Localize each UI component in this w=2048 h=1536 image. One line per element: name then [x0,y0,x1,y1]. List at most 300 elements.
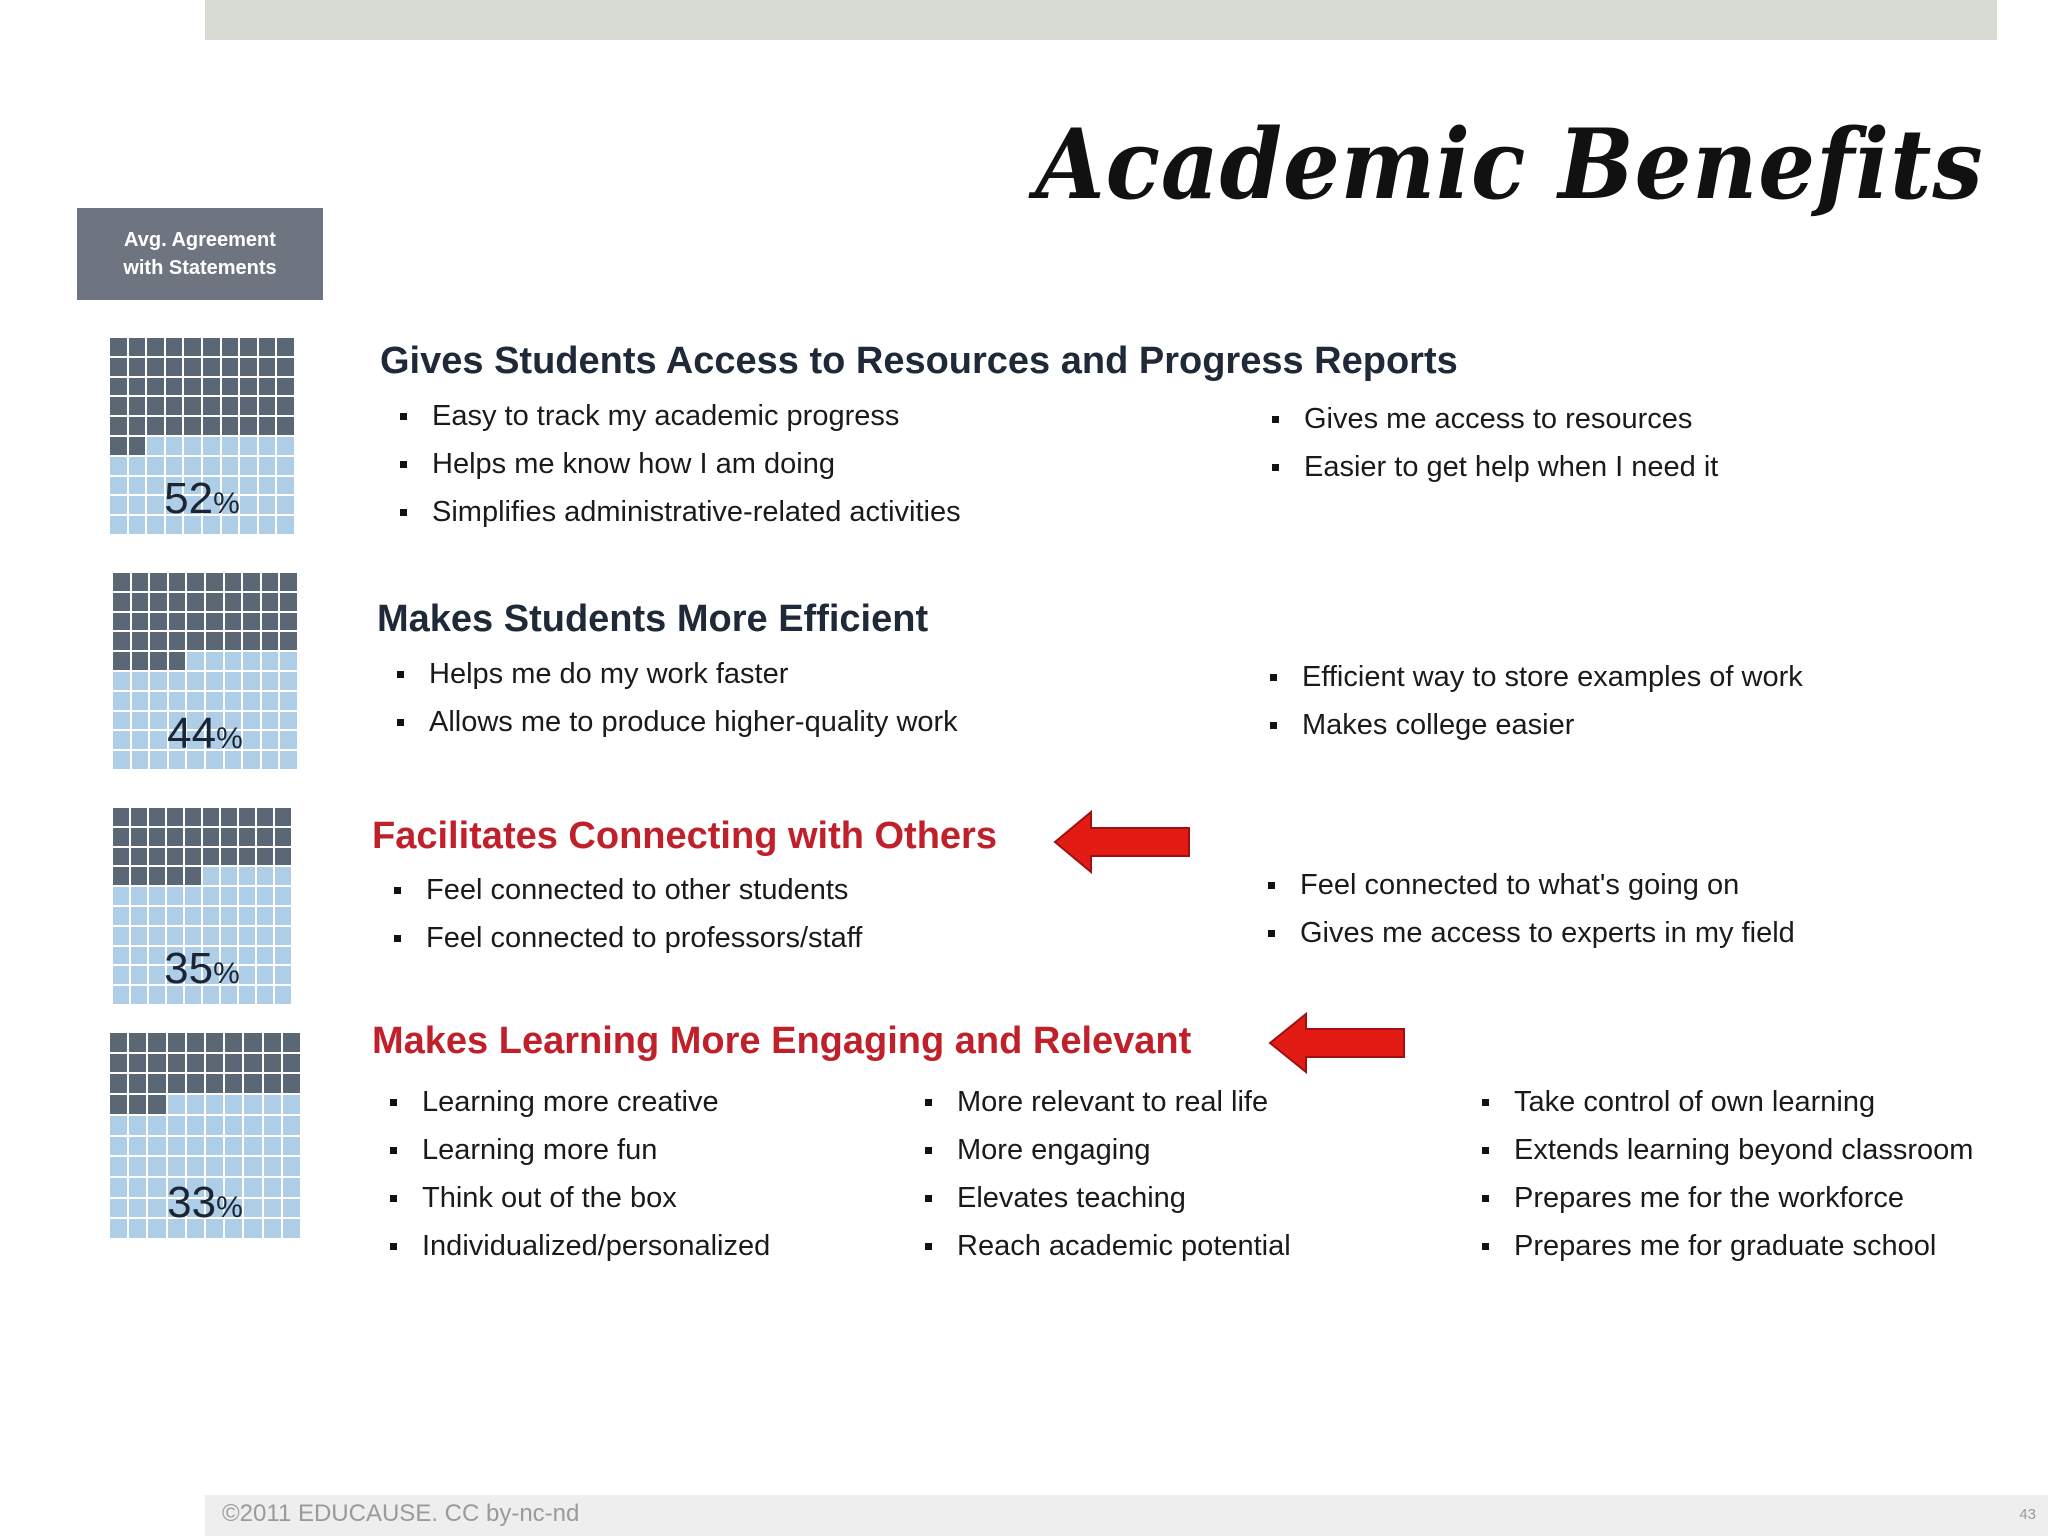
waffle-cell [225,1074,242,1093]
waffle-cell [225,692,242,710]
waffle-cell [225,613,242,631]
list-item: More relevant to real life [915,1078,1291,1126]
waffle-cell [129,1137,146,1156]
waffle-cell [113,907,129,925]
waffle-cell [277,417,294,435]
percent-label [113,709,297,759]
waffle-cell [262,632,279,650]
waffle-cell [184,358,201,376]
waffle-cell [129,358,146,376]
waffle-cell [275,828,291,846]
waffle-cell [264,1157,281,1176]
waffle-cell [240,437,257,455]
waffle-cell [167,848,183,866]
waffle-cell [147,417,164,435]
waffle-cell [168,1137,185,1156]
waffle-cell [166,378,183,396]
waffle-cell [240,417,257,435]
waffle-cell [147,358,164,376]
waffle-cell [132,573,149,591]
waffle-cell [283,1054,300,1073]
waffle-cell [167,828,183,846]
waffle-cell [259,437,276,455]
waffle-cell [187,692,204,710]
list-item: Simplifies administrative-related activities [390,488,961,536]
waffle-cell [166,338,183,356]
section-heading-engaging: Makes Learning More Engaging and Relevant [372,1020,1192,1062]
waffle-cell [131,867,147,885]
waffle-cell [203,358,220,376]
waffle-cell [147,457,164,475]
waffle-cell [148,1095,165,1114]
waffle-cell [283,1116,300,1135]
waffle-cell [187,613,204,631]
waffle-cell [257,828,273,846]
waffle-cell [206,632,223,650]
waffle-cell [277,437,294,455]
waffle-cell [239,907,255,925]
waffle-cell [110,338,127,356]
waffle-cell [187,1116,204,1135]
waffle-cell [259,457,276,475]
waffle-cell [185,848,201,866]
waffle-cell [243,632,260,650]
waffle-cell [243,593,260,611]
waffle-cell [148,1033,165,1052]
waffle-cell [147,397,164,415]
waffle-cell [129,1054,146,1073]
waffle-cell [187,1074,204,1093]
waffle-cell [113,672,130,690]
waffle-cell [225,632,242,650]
waffle-cell [110,1074,127,1093]
waffle-cell [132,613,149,631]
waffle-cell [149,848,165,866]
waffle-cell [150,613,167,631]
waffle-cell [169,692,186,710]
waffle-cell [203,867,219,885]
section-heading-efficient: Makes Students More Efficient [377,598,929,640]
waffle-cell [259,397,276,415]
waffle-cell [275,887,291,905]
waffle-cell [206,573,223,591]
section-heading-connecting: Facilitates Connecting with Others [372,815,997,857]
percent-number: 33 [167,1178,217,1227]
list-item: Take control of own learning [1472,1078,1973,1126]
waffle-cell [129,397,146,415]
waffle-cell [132,632,149,650]
waffle-cell [225,672,242,690]
waffle-cell [131,848,147,866]
waffle-cell [280,613,297,631]
waffle-cell [203,397,220,415]
waffle-cell [277,397,294,415]
waffle-cell [147,378,164,396]
waffle-cell [113,808,129,826]
list-item: Feel connected to other students [384,866,862,914]
percent-symbol: % [213,487,240,520]
waffle-cell [113,652,130,670]
waffle-cell [203,457,220,475]
waffle-cell [150,573,167,591]
waffle-cell [257,927,273,945]
waffle-cell [225,1054,242,1073]
list-item: Feel connected to professors/staff [384,914,862,962]
waffle-cell [169,672,186,690]
waffle-cell [110,358,127,376]
waffle-cell [147,338,164,356]
waffle-chart-engaging [110,1033,300,1238]
waffle-cell [166,457,183,475]
waffle-cell [131,828,147,846]
waffle-cell [203,338,220,356]
waffle-cell [283,1137,300,1156]
waffle-cell [110,1054,127,1073]
list-item: Prepares me for graduate school [1472,1222,1973,1270]
waffle-cell [239,808,255,826]
waffle-cell [113,632,130,650]
waffle-cell [168,1074,185,1093]
percent-label [110,474,294,524]
waffle-cell [280,593,297,611]
waffle-cell [206,1116,223,1135]
waffle-chart-access [110,338,294,534]
waffle-cell [222,457,239,475]
list-item: More engaging [915,1126,1291,1174]
waffle-cell [131,907,147,925]
bullet-list [1260,653,1803,749]
waffle-cell [150,652,167,670]
waffle-cell [129,1157,146,1176]
waffle-cell [187,573,204,591]
waffle-cell [206,593,223,611]
waffle-cell [275,808,291,826]
waffle-cell [169,593,186,611]
waffle-cell [184,417,201,435]
waffle-cell [169,573,186,591]
list-item: Elevates teaching [915,1174,1291,1222]
waffle-cell [206,1033,223,1052]
waffle-cell [262,593,279,611]
waffle-cell [131,927,147,945]
waffle-cell [149,867,165,885]
waffle-cell [264,1074,281,1093]
waffle-cell [239,828,255,846]
waffle-cell [264,1033,281,1052]
bullet-list [387,650,958,746]
waffle-cell [206,652,223,670]
waffle-cell [168,1033,185,1052]
waffle-cell [221,808,237,826]
percent-label [110,1178,300,1228]
waffle-cell [113,867,129,885]
waffle-cell [244,1157,261,1176]
waffle-cell [222,358,239,376]
percent-symbol: % [216,722,243,755]
waffle-cell [257,848,273,866]
waffle-cell [149,927,165,945]
waffle-cell [184,457,201,475]
list-item: Feel connected to what's going on [1258,861,1795,909]
waffle-cell [187,1137,204,1156]
waffle-cell [110,1116,127,1135]
red-arrow-icon [1268,1010,1406,1076]
bullet-list [1262,395,1718,491]
waffle-cell [187,632,204,650]
list-item: Gives me access to resources [1262,395,1718,443]
list-item: Easy to track my academic progress [390,392,961,440]
waffle-cell [167,867,183,885]
list-item: Learning more fun [380,1126,770,1174]
waffle-cell [113,692,130,710]
red-arrow-icon [1053,808,1191,876]
waffle-cell [262,573,279,591]
waffle-cell [225,1137,242,1156]
waffle-cell [262,652,279,670]
waffle-cell [129,338,146,356]
waffle-cell [240,378,257,396]
waffle-cell [225,1157,242,1176]
list-item: Allows me to produce higher-quality work [387,698,958,746]
waffle-cell [167,907,183,925]
list-item: Helps me do my work faster [387,650,958,698]
waffle-cell [225,1033,242,1052]
waffle-cell [283,1095,300,1114]
legend-line-2: with Statements [123,257,277,279]
waffle-cell [257,887,273,905]
waffle-cell [131,887,147,905]
waffle-cell [244,1074,261,1093]
waffle-cell [243,652,260,670]
waffle-cell [244,1095,261,1114]
waffle-cell [168,1095,185,1114]
waffle-cell [222,437,239,455]
waffle-cell [132,672,149,690]
waffle-cell [132,593,149,611]
list-item: Prepares me for the workforce [1472,1174,1973,1222]
waffle-cell [187,672,204,690]
waffle-cell [129,1095,146,1114]
waffle-cell [129,417,146,435]
waffle-cell [262,613,279,631]
waffle-chart-efficient [113,573,297,769]
waffle-cell [184,338,201,356]
waffle-cell [239,867,255,885]
waffle-cell [244,1033,261,1052]
bullet-list [390,392,961,536]
waffle-cell [221,927,237,945]
waffle-cell [110,1033,127,1052]
waffle-cell [184,378,201,396]
waffle-cell [148,1157,165,1176]
waffle-cell [221,887,237,905]
waffle-cell [283,1157,300,1176]
waffle-cell [257,808,273,826]
waffle-cell [203,828,219,846]
waffle-cell [150,632,167,650]
list-item: Extends learning beyond classroom [1472,1126,1973,1174]
waffle-cell [206,1074,223,1093]
waffle-cell [240,457,257,475]
waffle-cell [206,1054,223,1073]
waffle-cell [257,867,273,885]
bullet-list [915,1078,1291,1270]
waffle-cell [113,848,129,866]
waffle-cell [275,907,291,925]
waffle-cell [280,692,297,710]
waffle-cell [149,907,165,925]
waffle-cell [132,692,149,710]
waffle-cell [187,1054,204,1073]
waffle-cell [110,1157,127,1176]
waffle-cell [206,1137,223,1156]
waffle-cell [148,1054,165,1073]
waffle-cell [148,1116,165,1135]
list-item: Easier to get help when I need it [1262,443,1718,491]
waffle-cell [110,1137,127,1156]
waffle-cell [264,1054,281,1073]
list-item: Efficient way to store examples of work [1260,653,1803,701]
waffle-cell [264,1116,281,1135]
waffle-cell [222,417,239,435]
waffle-cell [184,397,201,415]
waffle-chart-connecting [113,808,291,1004]
waffle-cell [187,1095,204,1114]
waffle-cell [243,672,260,690]
waffle-cell [187,593,204,611]
waffle-cell [225,652,242,670]
waffle-cell [283,1033,300,1052]
waffle-cell [280,672,297,690]
waffle-cell [206,613,223,631]
waffle-cell [222,397,239,415]
waffle-cell [280,573,297,591]
waffle-cell [167,927,183,945]
waffle-cell [259,358,276,376]
waffle-cell [187,1157,204,1176]
waffle-cell [203,887,219,905]
waffle-cell [221,907,237,925]
waffle-cell [185,867,201,885]
waffle-cell [148,1074,165,1093]
waffle-cell [240,338,257,356]
waffle-cell [166,437,183,455]
waffle-cell [225,1095,242,1114]
percent-symbol: % [216,1191,243,1224]
waffle-cell [244,1054,261,1073]
waffle-cell [129,1074,146,1093]
waffle-cell [240,358,257,376]
waffle-cell [166,397,183,415]
waffle-cell [167,808,183,826]
percent-label [113,944,291,994]
waffle-cell [275,848,291,866]
waffle-cell [150,672,167,690]
waffle-cell [221,867,237,885]
waffle-cell [149,828,165,846]
waffle-cell [277,358,294,376]
waffle-cell [262,692,279,710]
legend-box [77,208,323,300]
waffle-cell [169,632,186,650]
waffle-cell [168,1157,185,1176]
waffle-cell [203,848,219,866]
waffle-cell [113,828,129,846]
waffle-cell [280,632,297,650]
list-item: Makes college easier [1260,701,1803,749]
page-number: 43 [2019,1506,2036,1523]
waffle-cell [113,887,129,905]
waffle-cell [166,417,183,435]
waffle-cell [113,927,129,945]
waffle-cell [185,907,201,925]
waffle-cell [184,437,201,455]
waffle-cell [185,808,201,826]
waffle-cell [110,1095,127,1114]
bullet-list [1472,1078,1973,1270]
waffle-cell [243,613,260,631]
waffle-cell [167,887,183,905]
waffle-cell [185,828,201,846]
waffle-cell [110,378,127,396]
waffle-cell [129,378,146,396]
bullet-list [1258,861,1795,957]
waffle-cell [150,593,167,611]
waffle-cell [185,927,201,945]
waffle-cell [225,593,242,611]
waffle-cell [244,1137,261,1156]
waffle-cell [113,613,130,631]
waffle-cell [222,378,239,396]
waffle-cell [203,927,219,945]
percent-number: 35 [164,944,214,993]
list-item: Learning more creative [380,1078,770,1126]
waffle-cell [259,417,276,435]
waffle-cell [168,1116,185,1135]
waffle-cell [149,808,165,826]
waffle-cell [277,457,294,475]
waffle-cell [243,573,260,591]
waffle-cell [203,437,220,455]
waffle-cell [166,358,183,376]
bullet-list [380,1078,770,1270]
waffle-cell [239,848,255,866]
waffle-cell [277,338,294,356]
waffle-cell [203,808,219,826]
waffle-cell [222,338,239,356]
waffle-cell [169,652,186,670]
waffle-cell [187,1033,204,1052]
waffle-cell [206,692,223,710]
waffle-cell [110,417,127,435]
waffle-cell [110,397,127,415]
legend-line-1: Avg. Agreement [124,229,276,251]
waffle-cell [275,867,291,885]
waffle-cell [113,573,130,591]
waffle-cell [110,437,127,455]
list-item: Think out of the box [380,1174,770,1222]
waffle-cell [169,613,186,631]
list-item: Gives me access to experts in my field [1258,909,1795,957]
waffle-cell [240,397,257,415]
waffle-cell [277,378,294,396]
waffle-cell [168,1054,185,1073]
percent-number: 52 [164,474,214,523]
waffle-cell [225,1116,242,1135]
waffle-cell [239,927,255,945]
waffle-cell [147,437,164,455]
waffle-cell [129,457,146,475]
